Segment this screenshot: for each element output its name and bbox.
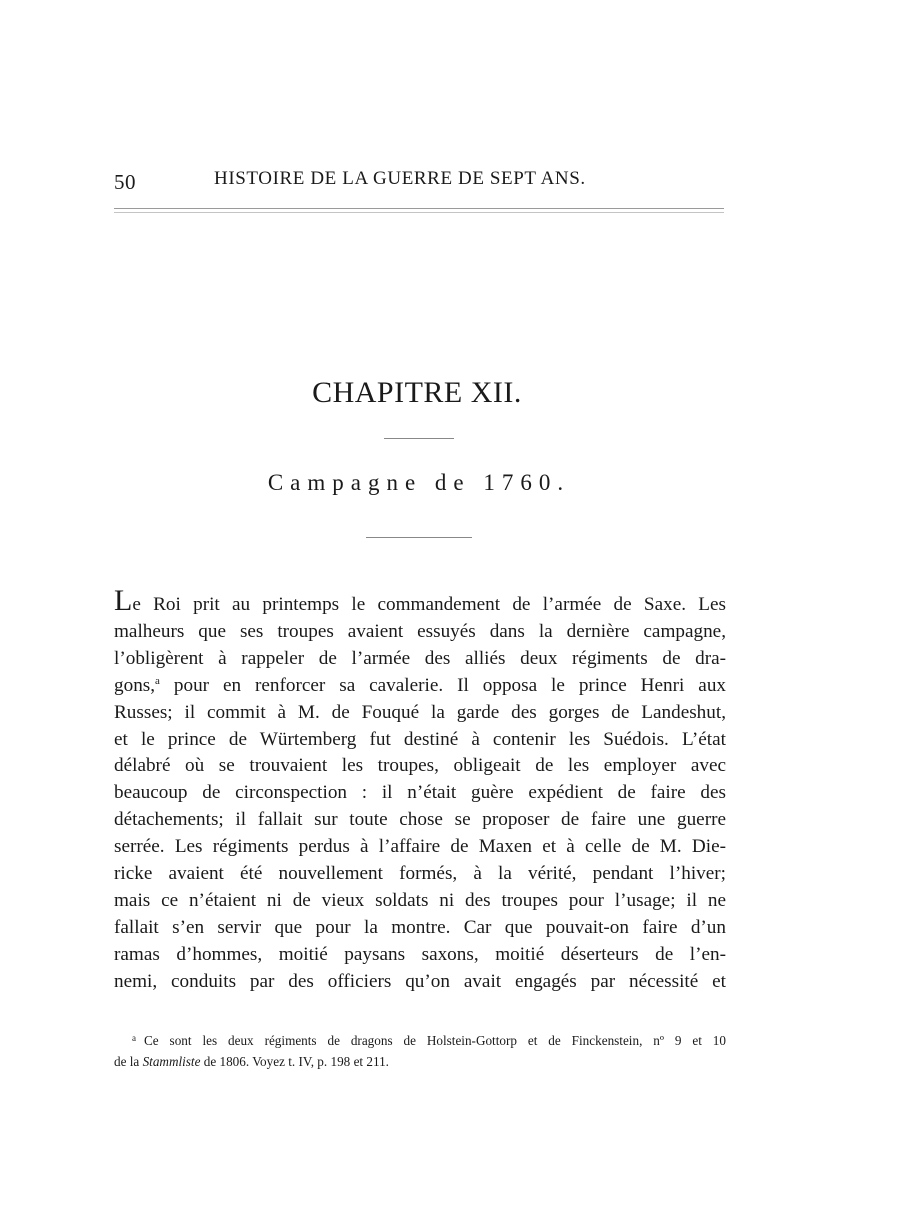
header-rule — [114, 208, 724, 209]
header-rule-secondary — [114, 212, 724, 213]
chapter-subtitle-rule — [366, 537, 472, 538]
footnote-line-2-post: de 1806. Voyez t. IV, p. 198 et 211. — [200, 1054, 389, 1069]
chapter-title: CHAPITRE XII. — [312, 376, 522, 409]
footnote-reference[interactable]: a — [155, 674, 160, 687]
body-line-7: délabré où se trouvaient les troupes, obligeait de les employer avec — [114, 755, 726, 777]
body-text — [114, 584, 727, 996]
chapter-title-rule — [384, 438, 454, 439]
body-line-11: ricke avaient été nouvellement formés, à la vérité, pendant l’hiver; — [114, 863, 726, 885]
running-title: HISTOIRE DE LA GUERRE DE SEPT ANS. — [214, 168, 586, 189]
body-line-1-text: e Roi prit au printemps le commandement de l’armée de Saxe. Les — [132, 594, 726, 615]
body-line-1 — [114, 584, 726, 619]
footnote-line-2-pre: de la — [114, 1054, 143, 1069]
drop-initial: L — [114, 584, 133, 617]
footnote-line-2 — [114, 1051, 726, 1072]
footnote-marker: a — [132, 1033, 136, 1043]
page-number: 50 — [114, 170, 136, 194]
footnote-line-1-text: Ce sont les deux régiments de dragons de Holstein-Gottorp et de Finckenstein, nº 9 et 10 — [144, 1033, 726, 1048]
body-line-13: fallait s’en servir que pour la montre. Car que pouvait-on faire d’un — [114, 916, 726, 938]
body-line-2: malheurs que ses troupes avaient essuyés dans la dernière campagne, — [114, 620, 726, 642]
body-line-4-end: pour en renforcer sa cavalerie. Il opposa le prince Henri aux — [173, 674, 727, 696]
body-line-4 — [114, 673, 726, 700]
body-line-9: détachements; il fallait sur toute chose se proposer de faire une guerre — [114, 809, 726, 831]
body-line-12: mais ce n’étaient ni de vieux soldats ni des troupes pour l’usage; il ne — [114, 889, 726, 911]
body-line-15: nemi, conduits par des officiers qu’on avait engagés par nécessité et — [114, 970, 726, 992]
body-line-5: Russes; il commit à M. de Fouqué la garde des gorges de Landeshut, — [114, 701, 726, 723]
body-line-6: et le prince de Würtemberg fut destiné à contenir les Suédois. L’état — [114, 728, 726, 750]
body-line-4-start: gons, — [114, 674, 156, 696]
footnote-stammliste: Stammliste — [142, 1054, 201, 1069]
footnotes — [114, 1028, 726, 1072]
body-line-10: serrée. Les régiments perdus à l’affaire de Maxen et à celle de M. Die- — [114, 836, 726, 858]
body-line-14: ramas d’hommes, moitié paysans saxons, moitié déserteurs de l’en- — [114, 943, 726, 965]
body-line-8: beaucoup de circonspection : il n’était guère expédient de faire des — [114, 782, 726, 804]
footnote-line-1 — [114, 1028, 726, 1051]
chapter-subtitle: Campagne de 1760. — [267, 470, 571, 495]
body-line-3: l’obligèrent à rappeler de l’armée des alliés deux régiments de dra- — [114, 647, 726, 669]
